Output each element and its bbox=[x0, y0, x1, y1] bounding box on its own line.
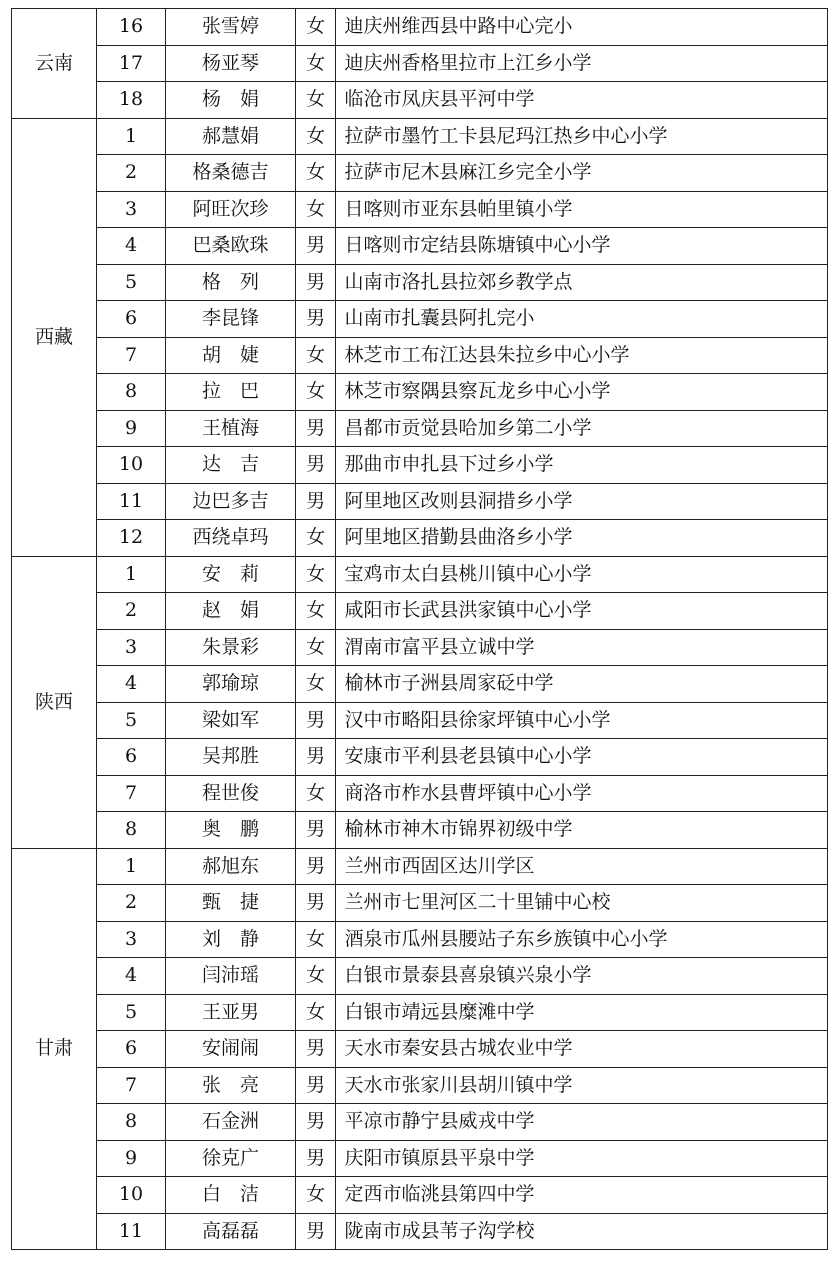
school-cell: 林芝市工布江达县朱拉乡中心小学 bbox=[336, 337, 828, 374]
school-cell: 庆阳市镇原县平泉中学 bbox=[336, 1140, 828, 1177]
table-row bbox=[12, 1177, 828, 1214]
number-cell: 10 bbox=[97, 1177, 166, 1214]
table-row bbox=[12, 1104, 828, 1141]
gender-cell: 女 bbox=[295, 520, 336, 557]
school-cell: 咸阳市长武县洪家镇中心小学 bbox=[336, 593, 828, 630]
gender-cell: 男 bbox=[295, 739, 336, 776]
name-cell: 石金洲 bbox=[166, 1104, 296, 1141]
name-cell: 程世俊 bbox=[166, 775, 296, 812]
table-row bbox=[12, 520, 828, 557]
name-cell: 郝旭东 bbox=[166, 848, 296, 885]
table-row bbox=[12, 666, 828, 703]
school-cell: 定西市临洮县第四中学 bbox=[336, 1177, 828, 1214]
gender-cell: 女 bbox=[295, 994, 336, 1031]
table-row bbox=[12, 9, 828, 46]
table-row bbox=[12, 1213, 828, 1250]
table-row bbox=[12, 629, 828, 666]
school-cell: 榆林市子洲县周家砭中学 bbox=[336, 666, 828, 703]
gender-cell: 女 bbox=[295, 629, 336, 666]
number-cell: 1 bbox=[97, 556, 166, 593]
gender-cell: 男 bbox=[295, 1140, 336, 1177]
school-cell: 酒泉市瓜州县腰站子东乡族镇中心小学 bbox=[336, 921, 828, 958]
name-cell: 赵 娟 bbox=[166, 593, 296, 630]
gender-cell: 女 bbox=[295, 593, 336, 630]
gender-cell: 女 bbox=[295, 958, 336, 995]
number-cell: 7 bbox=[97, 337, 166, 374]
gender-cell: 男 bbox=[295, 410, 336, 447]
gender-cell: 男 bbox=[295, 848, 336, 885]
table-row bbox=[12, 556, 828, 593]
number-cell: 3 bbox=[97, 921, 166, 958]
table-row bbox=[12, 301, 828, 338]
name-cell: 朱景彩 bbox=[166, 629, 296, 666]
number-cell: 3 bbox=[97, 629, 166, 666]
table-row bbox=[12, 264, 828, 301]
table-row bbox=[12, 45, 828, 82]
gender-cell: 女 bbox=[295, 118, 336, 155]
name-cell: 甄 捷 bbox=[166, 885, 296, 922]
table-row bbox=[12, 228, 828, 265]
name-cell: 杨亚琴 bbox=[166, 45, 296, 82]
number-cell: 17 bbox=[97, 45, 166, 82]
gender-cell: 女 bbox=[295, 337, 336, 374]
number-cell: 5 bbox=[97, 264, 166, 301]
school-cell: 兰州市七里河区二十里铺中心校 bbox=[336, 885, 828, 922]
name-cell: 徐克广 bbox=[166, 1140, 296, 1177]
school-cell: 拉萨市墨竹工卡县尼玛江热乡中心小学 bbox=[336, 118, 828, 155]
name-cell: 西绕卓玛 bbox=[166, 520, 296, 557]
table-row bbox=[12, 447, 828, 484]
number-cell: 10 bbox=[97, 447, 166, 484]
table-row bbox=[12, 191, 828, 228]
table-row bbox=[12, 958, 828, 995]
gender-cell: 男 bbox=[295, 228, 336, 265]
number-cell: 6 bbox=[97, 1031, 166, 1068]
number-cell: 9 bbox=[97, 1140, 166, 1177]
province-cell: 云南 bbox=[12, 9, 97, 119]
table-row bbox=[12, 374, 828, 411]
school-cell: 榆林市神木市锦界初级中学 bbox=[336, 812, 828, 849]
number-cell: 18 bbox=[97, 82, 166, 119]
school-cell: 兰州市西固区达川学区 bbox=[336, 848, 828, 885]
table-row bbox=[12, 118, 828, 155]
school-cell: 迪庆州香格里拉市上江乡小学 bbox=[336, 45, 828, 82]
name-cell: 吴邦胜 bbox=[166, 739, 296, 776]
gender-cell: 女 bbox=[295, 556, 336, 593]
gender-cell: 男 bbox=[295, 1104, 336, 1141]
number-cell: 11 bbox=[97, 1213, 166, 1250]
table-row bbox=[12, 702, 828, 739]
school-cell: 白银市靖远县糜滩中学 bbox=[336, 994, 828, 1031]
table-row bbox=[12, 775, 828, 812]
gender-cell: 男 bbox=[295, 483, 336, 520]
school-cell: 迪庆州维西县中路中心完小 bbox=[336, 9, 828, 46]
name-cell: 格桑德吉 bbox=[166, 155, 296, 192]
province-cell: 甘肃 bbox=[12, 848, 97, 1250]
table-row bbox=[12, 1031, 828, 1068]
name-cell: 张雪婷 bbox=[166, 9, 296, 46]
school-cell: 拉萨市尼木县麻江乡完全小学 bbox=[336, 155, 828, 192]
name-cell: 安闹闹 bbox=[166, 1031, 296, 1068]
name-cell: 达 吉 bbox=[166, 447, 296, 484]
gender-cell: 女 bbox=[295, 374, 336, 411]
school-cell: 临沧市凤庆县平河中学 bbox=[336, 82, 828, 119]
gender-cell: 女 bbox=[295, 921, 336, 958]
number-cell: 11 bbox=[97, 483, 166, 520]
table-row bbox=[12, 739, 828, 776]
table-row bbox=[12, 410, 828, 447]
name-cell: 奥 鹏 bbox=[166, 812, 296, 849]
number-cell: 4 bbox=[97, 958, 166, 995]
name-cell: 郝慧娟 bbox=[166, 118, 296, 155]
name-cell: 格 列 bbox=[166, 264, 296, 301]
gender-cell: 男 bbox=[295, 702, 336, 739]
number-cell: 12 bbox=[97, 520, 166, 557]
school-cell: 天水市张家川县胡川镇中学 bbox=[336, 1067, 828, 1104]
school-cell: 阿里地区改则县洞措乡小学 bbox=[336, 483, 828, 520]
name-cell: 刘 静 bbox=[166, 921, 296, 958]
number-cell: 5 bbox=[97, 702, 166, 739]
name-cell: 白 洁 bbox=[166, 1177, 296, 1214]
table-row bbox=[12, 994, 828, 1031]
school-cell: 阿里地区措勤县曲洛乡小学 bbox=[336, 520, 828, 557]
school-cell: 山南市洛扎县拉郊乡教学点 bbox=[336, 264, 828, 301]
school-cell: 平凉市静宁县威戎中学 bbox=[336, 1104, 828, 1141]
number-cell: 2 bbox=[97, 885, 166, 922]
number-cell: 6 bbox=[97, 301, 166, 338]
name-cell: 闫沛瑶 bbox=[166, 958, 296, 995]
number-cell: 6 bbox=[97, 739, 166, 776]
school-cell: 商洛市柞水县曹坪镇中心小学 bbox=[336, 775, 828, 812]
school-cell: 白银市景泰县喜泉镇兴泉小学 bbox=[336, 958, 828, 995]
table-row bbox=[12, 593, 828, 630]
gender-cell: 男 bbox=[295, 812, 336, 849]
school-cell: 宝鸡市太白县桃川镇中心小学 bbox=[336, 556, 828, 593]
name-cell: 胡 婕 bbox=[166, 337, 296, 374]
number-cell: 4 bbox=[97, 666, 166, 703]
gender-cell: 女 bbox=[295, 191, 336, 228]
province-cell: 西藏 bbox=[12, 118, 97, 556]
school-cell: 陇南市成县苇子沟学校 bbox=[336, 1213, 828, 1250]
teacher-list-table bbox=[11, 8, 828, 1250]
number-cell: 7 bbox=[97, 775, 166, 812]
number-cell: 3 bbox=[97, 191, 166, 228]
number-cell: 2 bbox=[97, 593, 166, 630]
number-cell: 9 bbox=[97, 410, 166, 447]
table-row bbox=[12, 1140, 828, 1177]
gender-cell: 男 bbox=[295, 885, 336, 922]
school-cell: 渭南市富平县立诚中学 bbox=[336, 629, 828, 666]
table-row bbox=[12, 337, 828, 374]
school-cell: 那曲市申扎县下过乡小学 bbox=[336, 447, 828, 484]
gender-cell: 女 bbox=[295, 9, 336, 46]
name-cell: 郭瑜琼 bbox=[166, 666, 296, 703]
name-cell: 高磊磊 bbox=[166, 1213, 296, 1250]
table-row bbox=[12, 155, 828, 192]
gender-cell: 男 bbox=[295, 1067, 336, 1104]
gender-cell: 男 bbox=[295, 447, 336, 484]
gender-cell: 男 bbox=[295, 1213, 336, 1250]
gender-cell: 男 bbox=[295, 301, 336, 338]
name-cell: 边巴多吉 bbox=[166, 483, 296, 520]
name-cell: 阿旺次珍 bbox=[166, 191, 296, 228]
gender-cell: 女 bbox=[295, 45, 336, 82]
number-cell: 4 bbox=[97, 228, 166, 265]
table-row bbox=[12, 812, 828, 849]
gender-cell: 女 bbox=[295, 666, 336, 703]
school-cell: 日喀则市亚东县帕里镇小学 bbox=[336, 191, 828, 228]
table-row bbox=[12, 82, 828, 119]
province-cell: 陕西 bbox=[12, 556, 97, 848]
table-body bbox=[12, 9, 828, 1250]
gender-cell: 男 bbox=[295, 1031, 336, 1068]
name-cell: 王亚男 bbox=[166, 994, 296, 1031]
name-cell: 张 亮 bbox=[166, 1067, 296, 1104]
name-cell: 巴桑欧珠 bbox=[166, 228, 296, 265]
number-cell: 8 bbox=[97, 374, 166, 411]
table-row bbox=[12, 885, 828, 922]
number-cell: 1 bbox=[97, 848, 166, 885]
school-cell: 安康市平利县老县镇中心小学 bbox=[336, 739, 828, 776]
number-cell: 2 bbox=[97, 155, 166, 192]
number-cell: 8 bbox=[97, 1104, 166, 1141]
gender-cell: 女 bbox=[295, 775, 336, 812]
name-cell: 李昆锋 bbox=[166, 301, 296, 338]
name-cell: 王植海 bbox=[166, 410, 296, 447]
school-cell: 汉中市略阳县徐家坪镇中心小学 bbox=[336, 702, 828, 739]
gender-cell: 男 bbox=[295, 264, 336, 301]
name-cell: 拉 巴 bbox=[166, 374, 296, 411]
name-cell: 杨 娟 bbox=[166, 82, 296, 119]
school-cell: 林芝市察隅县察瓦龙乡中心小学 bbox=[336, 374, 828, 411]
number-cell: 16 bbox=[97, 9, 166, 46]
gender-cell: 女 bbox=[295, 1177, 336, 1214]
school-cell: 山南市扎囊县阿扎完小 bbox=[336, 301, 828, 338]
school-cell: 昌都市贡觉县哈加乡第二小学 bbox=[336, 410, 828, 447]
gender-cell: 女 bbox=[295, 82, 336, 119]
number-cell: 7 bbox=[97, 1067, 166, 1104]
number-cell: 8 bbox=[97, 812, 166, 849]
school-cell: 日喀则市定结县陈塘镇中心小学 bbox=[336, 228, 828, 265]
table-row bbox=[12, 848, 828, 885]
name-cell: 梁如军 bbox=[166, 702, 296, 739]
table-row bbox=[12, 921, 828, 958]
table-row bbox=[12, 483, 828, 520]
school-cell: 天水市秦安县古城农业中学 bbox=[336, 1031, 828, 1068]
table-row bbox=[12, 1067, 828, 1104]
number-cell: 5 bbox=[97, 994, 166, 1031]
gender-cell: 女 bbox=[295, 155, 336, 192]
number-cell: 1 bbox=[97, 118, 166, 155]
name-cell: 安 莉 bbox=[166, 556, 296, 593]
